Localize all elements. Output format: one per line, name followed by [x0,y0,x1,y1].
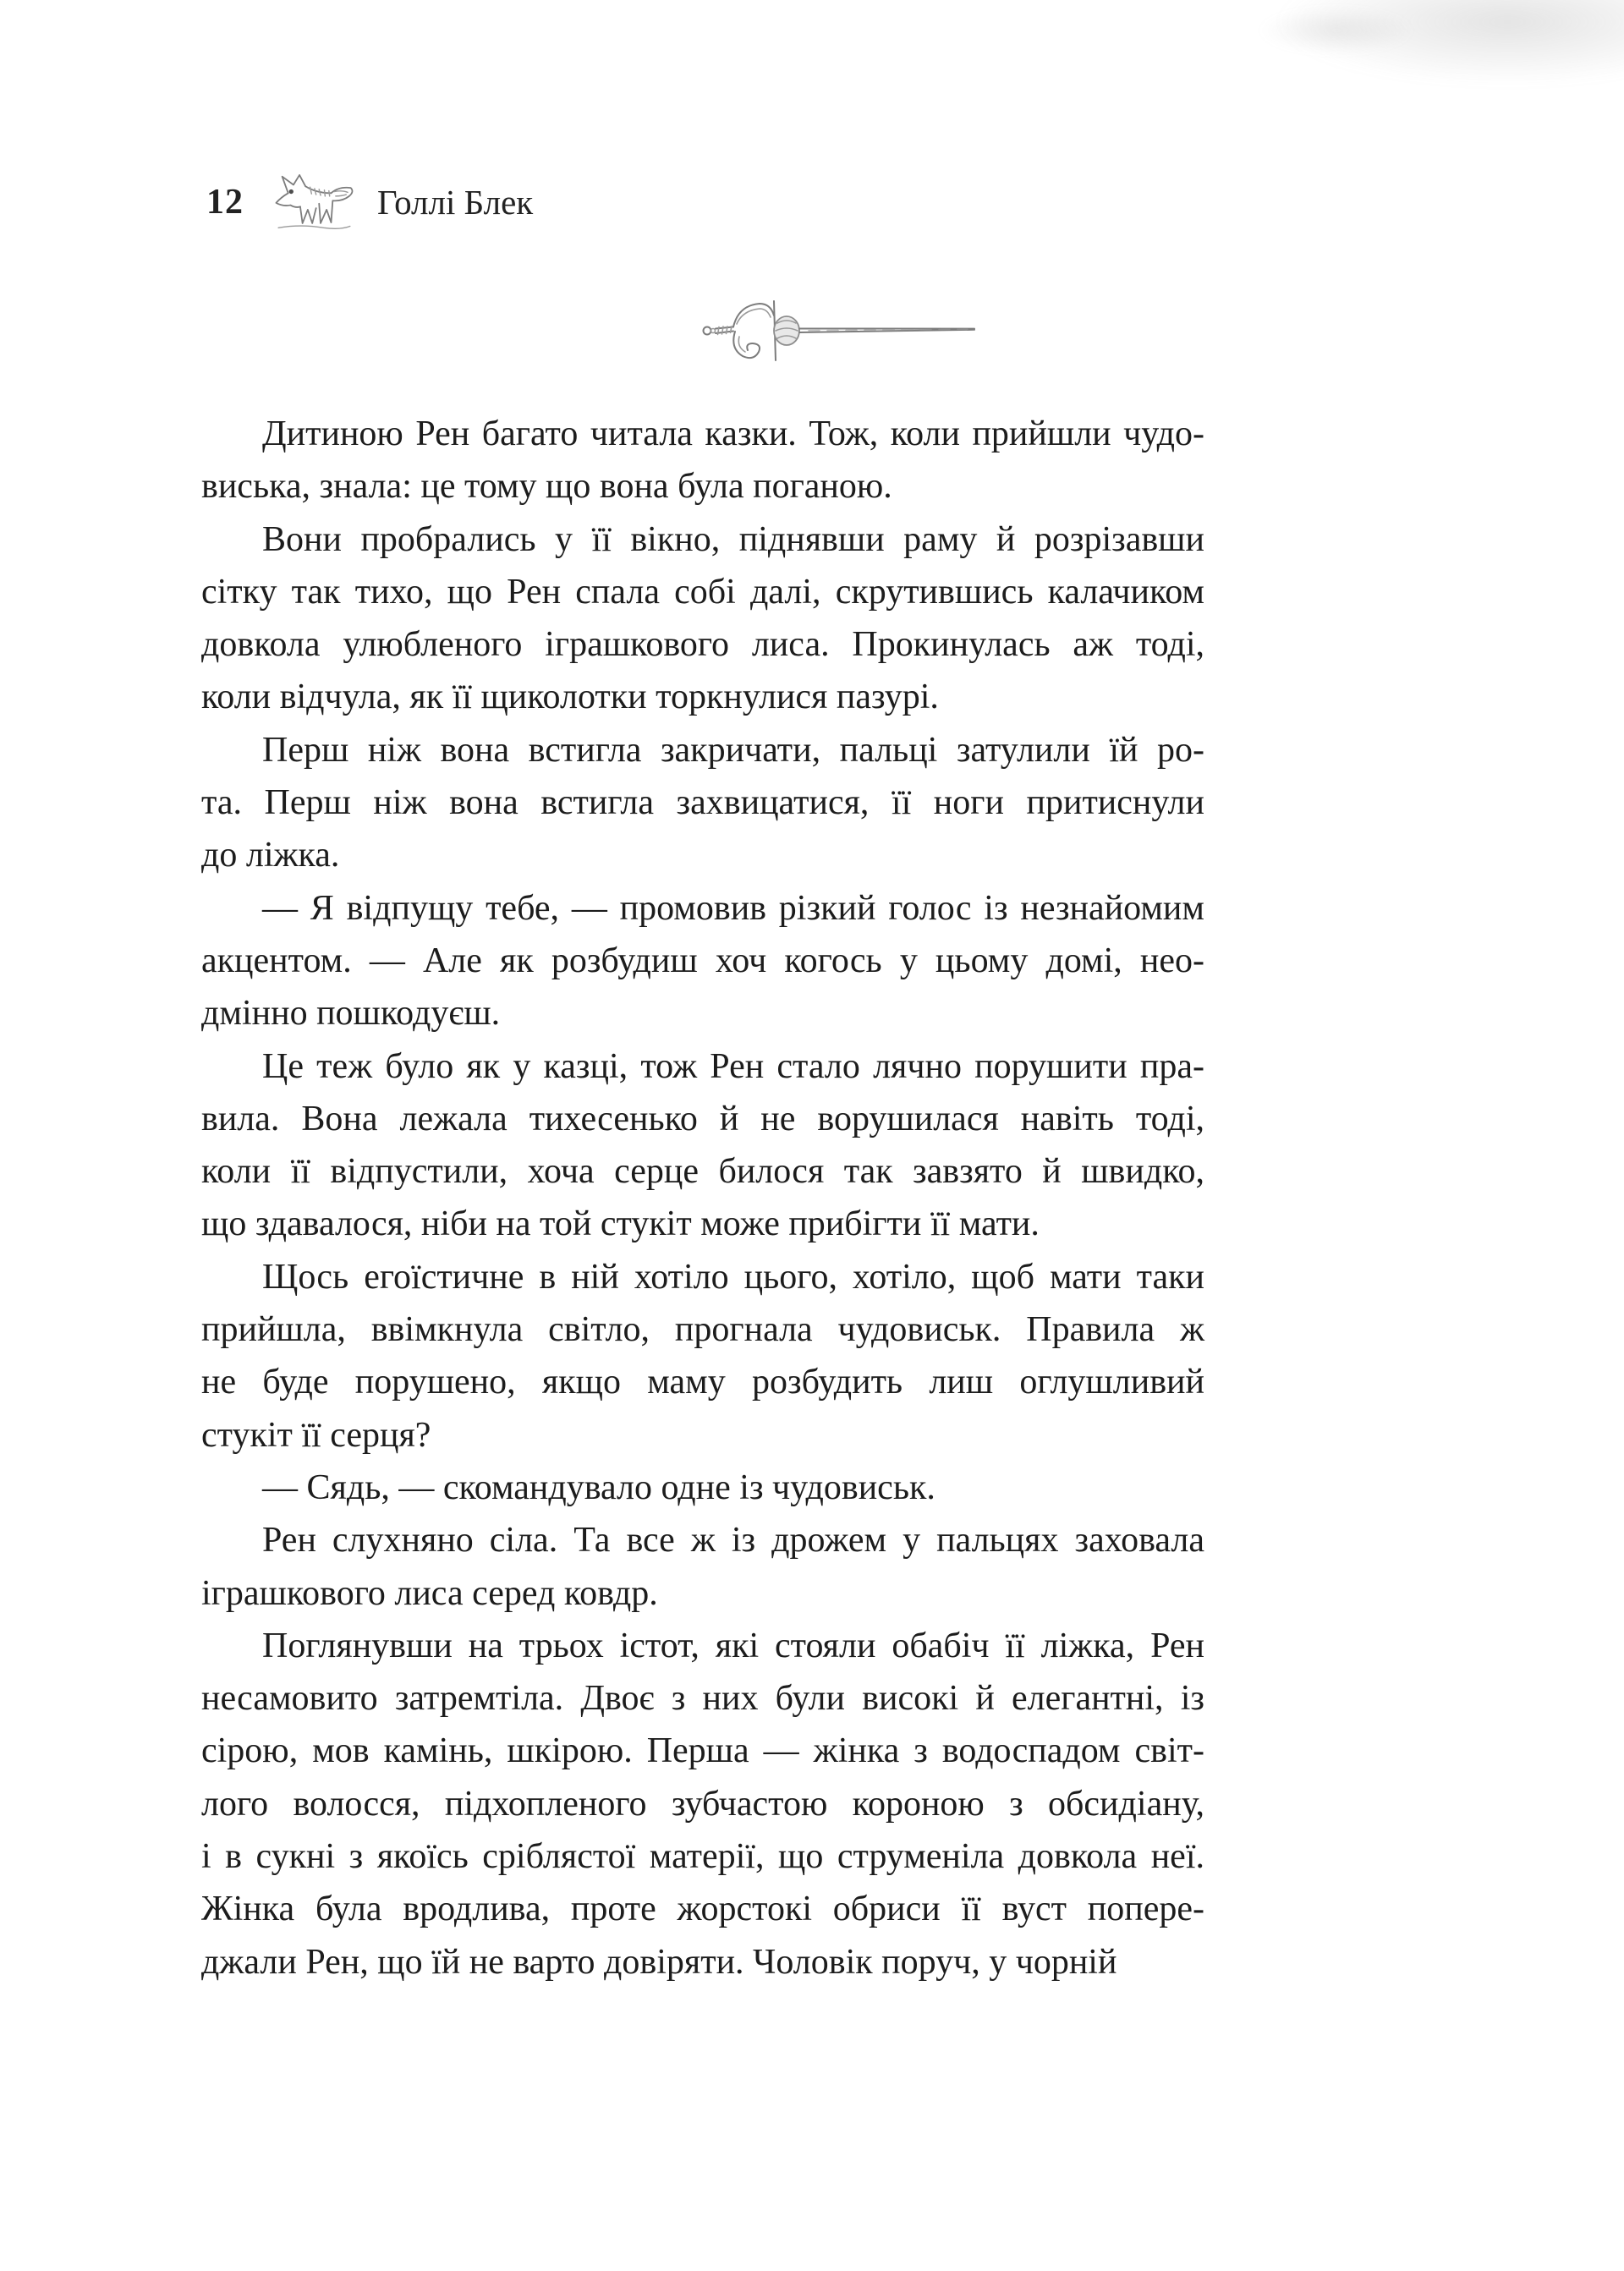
text-line: до ліжка. [201,836,340,875]
text-line: іграшкового лиса серед ковдр. [201,1573,658,1613]
paragraph [201,408,1204,513]
text-line: Рен слухняно сіла. Та все ж із дрожем у пальцях заховала [262,1521,1204,1561]
text-line: стукіт її серця? [201,1415,431,1455]
running-header [206,169,533,235]
rapier-sword-icon [699,296,978,367]
paragraph [201,1251,1204,1462]
scan-artifact [1252,5,1421,56]
fox-sketch-icon [272,170,355,234]
paragraph [201,724,1204,882]
text-line: дмінно пошкодуєш. [201,994,501,1034]
text-line: довкола улюбленого іграшкового лиса. Прокинулась аж тоді, [201,625,1204,665]
text-line: Вони пробрались у її вікно, піднявши раму й розрізавши [262,519,1204,559]
scan-artifact [1243,0,1624,93]
text-line: — Я відпущу тебе, — промовив різкий голос із незнайомим [262,888,1204,928]
body-text [201,408,1204,1988]
text-line: коли її відпустили, хоча серце билося так завзято й швидко, [201,1152,1204,1192]
paragraph [201,513,1204,724]
author-name: Голлі Блек [377,183,534,222]
page-number: 12 [206,183,244,222]
paragraph [201,1514,1204,1620]
text-line: вила. Вона лежала тихесенько й не ворушилася навіть тоді, [201,1099,1204,1138]
text-line: не буде порушено, якщо маму розбудить лиш оглушливий [201,1363,1204,1402]
text-line: і в сукні з якоїсь сріблястої матерії, що струменіла довкола неї. [201,1837,1204,1877]
text-line: прийшла, ввімкнула світло, прогнала чудовиськ. Правила ж [201,1310,1204,1350]
text-line: джали Рен, що їй не варто довіряти. Чоловік поруч, у чорній [201,1942,1117,1982]
text-line: Щось егоїстичне в ній хотіло цього, хотіло, щоб мати таки [262,1257,1204,1297]
text-line: Поглянувши на трьох істот, які стояли обабіч її ліжка, Рен [262,1626,1204,1665]
paragraph [201,1620,1204,1988]
text-line: — Сядь, — скомандувало одне із чудовиськ. [262,1467,935,1507]
text-line: сірою, мов камінь, шкірою. Перша — жінка з водоспадом світ- [201,1731,1204,1771]
text-line: Жінка була вродлива, проте жорстокі обриси її вуст попере- [201,1890,1204,1929]
text-line: сітку так тихо, що Рен спала собі далі, скрутившись калачиком [201,572,1204,612]
paragraph [201,1462,1204,1514]
text-line: лого волосся, підхопленого зубчастою короною з обсидіану, [201,1784,1204,1824]
text-line: акцентом. — Але як розбудиш хоч когось у цьому домі, нео- [201,941,1204,980]
paragraph [201,1040,1204,1251]
fox-icon [272,170,355,234]
chapter-divider [699,296,978,367]
text-line: Це теж було як у казці, тож Рен стало лячно порушити пра- [262,1046,1204,1086]
text-line: Дитиною Рен багато читала казки. Тож, коли прийшли чудо- [262,414,1204,453]
paragraph [201,882,1204,1040]
text-line: що здавалося, ніби на той стукіт може прибігти її мати. [201,1204,1040,1244]
text-line: виська, знала: це тому що вона була поганою. [201,467,892,507]
text-line: коли відчула, як її щиколотки торкнулися пазурі. [201,677,939,717]
text-line: Перш ніж вона встигла закричати, пальці затулили їй ро- [262,730,1204,770]
text-line: та. Перш ніж вона встигла захвицатися, її ноги притиснули [201,783,1204,823]
text-line: несамовито затремтіла. Двоє з них були високі й елегантні, із [201,1679,1204,1719]
